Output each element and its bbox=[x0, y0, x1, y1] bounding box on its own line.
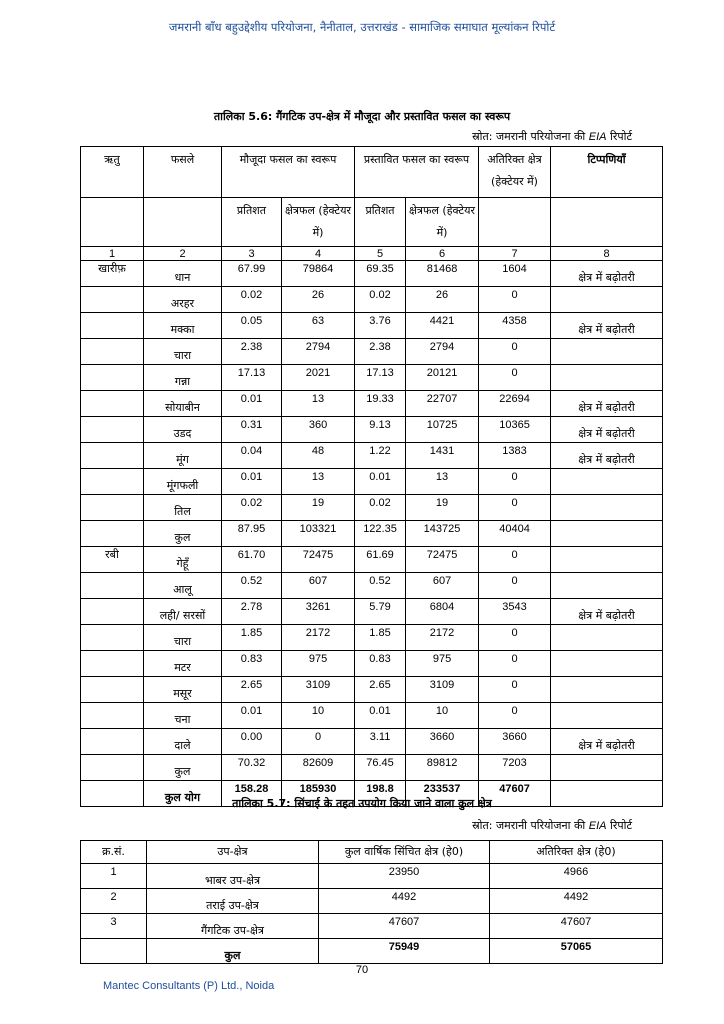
cell-additional-area: 1383 bbox=[479, 443, 551, 469]
cell-additional-area: 7203 bbox=[479, 755, 551, 781]
cell-additional-area: 0 bbox=[479, 365, 551, 391]
cell-crop: अरहर bbox=[144, 287, 222, 313]
cell-season: रबी bbox=[81, 547, 144, 573]
cell-additional-area: 0 bbox=[479, 339, 551, 365]
header-existing-percent: प्रतिशत bbox=[222, 198, 282, 247]
cell-existing-percent: 0.01 bbox=[222, 391, 282, 417]
cell-existing-area: 2794 bbox=[282, 339, 355, 365]
table-row bbox=[81, 391, 663, 417]
cell-total: 75949 bbox=[319, 939, 490, 964]
cell-existing-area: 26 bbox=[282, 287, 355, 313]
cell-existing-percent: 17.13 bbox=[222, 365, 282, 391]
cell-existing-area: 10 bbox=[282, 703, 355, 729]
cell-remark: क्षेत्र में बढ़ोतरी bbox=[551, 261, 663, 287]
cell-proposed-area: 13 bbox=[406, 469, 479, 495]
cell-additional-area: 3543 bbox=[479, 599, 551, 625]
cell-total: 4492 bbox=[319, 889, 490, 914]
cell-season bbox=[81, 599, 144, 625]
cell-additional-area: 0 bbox=[479, 469, 551, 495]
column-number: 3 bbox=[222, 247, 282, 261]
table-row bbox=[81, 495, 663, 521]
cell-remark bbox=[551, 651, 663, 677]
table-row bbox=[81, 703, 663, 729]
cell-crop: गेहूँ bbox=[144, 547, 222, 573]
table-row bbox=[81, 599, 663, 625]
cell-additional-area: 22694 bbox=[479, 391, 551, 417]
cell-remark bbox=[551, 703, 663, 729]
header-existing-area: क्षेत्रफल (हेक्टेयर में) bbox=[282, 198, 355, 247]
cell-existing-area: 79864 bbox=[282, 261, 355, 287]
cell-season bbox=[81, 443, 144, 469]
cell-total-label: कुल bbox=[147, 939, 319, 964]
cell-proposed-area: 19 bbox=[406, 495, 479, 521]
cell-existing-percent: 67.99 bbox=[222, 261, 282, 287]
column-number: 1 bbox=[81, 247, 144, 261]
cell-remark bbox=[551, 625, 663, 651]
cell-season: खारीफ़ bbox=[81, 261, 144, 287]
table-row bbox=[81, 339, 663, 365]
cell-additional-area: 40404 bbox=[479, 521, 551, 547]
page-number: 70 bbox=[355, 964, 369, 976]
cell-remark bbox=[551, 469, 663, 495]
header-total-irrigated: कुल वार्षिक सिंचित क्षेत्र (हे0) bbox=[319, 841, 490, 864]
cell-sno: 1 bbox=[81, 864, 147, 889]
cell-subregion: तराई उप-क्षेत्र bbox=[147, 889, 319, 914]
cell-remark: क्षेत्र में बढ़ोतरी bbox=[551, 391, 663, 417]
cell-season bbox=[81, 703, 144, 729]
cell-existing-percent: 87.95 bbox=[222, 521, 282, 547]
source-suffix: रिपोर्ट bbox=[610, 819, 632, 832]
cell-existing-area: 63 bbox=[282, 313, 355, 339]
header-blank bbox=[551, 198, 663, 247]
cell-proposed-percent: 198.8 bbox=[355, 781, 406, 807]
cell-season bbox=[81, 287, 144, 313]
cell-proposed-percent: 19.33 bbox=[355, 391, 406, 417]
cell-proposed-percent: 61.69 bbox=[355, 547, 406, 573]
table-5-6-title: तालिका 5.6: गैंगटिक उप-क्षेत्र में मौजूदा और प्रस्तावित फसल का स्वरूप bbox=[213, 110, 511, 123]
header-additional-area: अतिरिक्त क्षेत्र (हे0) bbox=[490, 841, 663, 864]
cell-crop: चना bbox=[144, 703, 222, 729]
cell-proposed-percent: 0.01 bbox=[355, 469, 406, 495]
table-5-7-source bbox=[472, 818, 632, 833]
header-proposed-area: क्षेत्रफल (हेक्टेयर में) bbox=[406, 198, 479, 247]
source-eia: EIA bbox=[588, 131, 607, 143]
cell-existing-area: 19 bbox=[282, 495, 355, 521]
table-row bbox=[81, 443, 663, 469]
source-suffix: रिपोर्ट bbox=[610, 130, 632, 143]
cell-additional-area: 0 bbox=[479, 677, 551, 703]
cell-proposed-area: 72475 bbox=[406, 547, 479, 573]
cell-additional: 4966 bbox=[490, 864, 663, 889]
cell-proposed-percent: 17.13 bbox=[355, 365, 406, 391]
cell-season bbox=[81, 651, 144, 677]
header-season: ऋतु bbox=[81, 147, 144, 198]
cell-existing-percent: 0.04 bbox=[222, 443, 282, 469]
source-prefix: स्रोत: जमरानी परियोजना की bbox=[472, 819, 586, 832]
cell-remark bbox=[551, 755, 663, 781]
cell-blank bbox=[81, 939, 147, 964]
cell-additional: 57065 bbox=[490, 939, 663, 964]
cell-proposed-area: 233537 bbox=[406, 781, 479, 807]
header-blank bbox=[479, 198, 551, 247]
cell-existing-area: 82609 bbox=[282, 755, 355, 781]
table-5-6-source bbox=[472, 129, 632, 144]
cell-crop: उडद bbox=[144, 417, 222, 443]
cell-additional-area: 0 bbox=[479, 547, 551, 573]
cell-existing-area: 360 bbox=[282, 417, 355, 443]
cell-season bbox=[81, 573, 144, 599]
cell-proposed-area: 81468 bbox=[406, 261, 479, 287]
cell-existing-area: 2021 bbox=[282, 365, 355, 391]
cell-existing-percent: 0.83 bbox=[222, 651, 282, 677]
cell-proposed-area: 26 bbox=[406, 287, 479, 313]
cell-remark bbox=[551, 547, 663, 573]
header-blank bbox=[144, 198, 222, 247]
table-5-7-title: तालिका 5.7: सिंचाई के तहत उपयोग किया जाने वाला कुल क्षेत्र bbox=[232, 797, 492, 810]
cell-existing-area: 103321 bbox=[282, 521, 355, 547]
cell-existing-percent: 0.00 bbox=[222, 729, 282, 755]
cell-proposed-percent: 1.85 bbox=[355, 625, 406, 651]
column-number: 4 bbox=[282, 247, 355, 261]
cell-remark: क्षेत्र में बढ़ोतरी bbox=[551, 417, 663, 443]
cell-existing-percent: 2.38 bbox=[222, 339, 282, 365]
cell-proposed-area: 6804 bbox=[406, 599, 479, 625]
cell-proposed-area: 607 bbox=[406, 573, 479, 599]
cell-proposed-percent: 0.83 bbox=[355, 651, 406, 677]
cell-existing-area: 13 bbox=[282, 469, 355, 495]
cell-proposed-percent: 0.02 bbox=[355, 287, 406, 313]
cell-proposed-percent: 2.65 bbox=[355, 677, 406, 703]
cell-crop: चारा bbox=[144, 625, 222, 651]
cell-crop: सोयाबीन bbox=[144, 391, 222, 417]
header-proposed: प्रस्तावित फसल का स्वरूप bbox=[355, 147, 479, 198]
cell-proposed-percent: 2.38 bbox=[355, 339, 406, 365]
column-number: 7 bbox=[479, 247, 551, 261]
cell-existing-area: 975 bbox=[282, 651, 355, 677]
cell-existing-area: 607 bbox=[282, 573, 355, 599]
cell-crop: तिल bbox=[144, 495, 222, 521]
crop-pattern-table bbox=[80, 146, 663, 807]
cell-proposed-area: 89812 bbox=[406, 755, 479, 781]
table-row bbox=[81, 755, 663, 781]
cell-additional-area: 0 bbox=[479, 625, 551, 651]
cell-crop: गन्ना bbox=[144, 365, 222, 391]
cell-proposed-percent: 0.01 bbox=[355, 703, 406, 729]
cell-season bbox=[81, 677, 144, 703]
cell-remark bbox=[551, 521, 663, 547]
cell-additional: 4492 bbox=[490, 889, 663, 914]
cell-proposed-percent: 3.11 bbox=[355, 729, 406, 755]
running-header: जमरानी बाँध बहुउद्देशीय परियोजना, नैनीताल, उत्तराखंड - सामाजिक समाघात मूल्यांकन रिपोर्ट bbox=[168, 20, 556, 34]
cell-existing-percent: 0.05 bbox=[222, 313, 282, 339]
footer-company: Mantec Consultants (P) Ltd., Noida bbox=[103, 980, 275, 992]
cell-remark bbox=[551, 365, 663, 391]
cell-existing-percent: 0.31 bbox=[222, 417, 282, 443]
cell-proposed-percent: 3.76 bbox=[355, 313, 406, 339]
cell-proposed-percent: 5.79 bbox=[355, 599, 406, 625]
header-crop: फसले bbox=[144, 147, 222, 198]
header-remarks: टिप्पणियाँ bbox=[551, 147, 663, 198]
cell-remark: क्षेत्र में बढ़ोतरी bbox=[551, 313, 663, 339]
cell-proposed-percent: 76.45 bbox=[355, 755, 406, 781]
cell-existing-area: 2172 bbox=[282, 625, 355, 651]
cell-existing-percent: 2.78 bbox=[222, 599, 282, 625]
cell-proposed-percent: 122.35 bbox=[355, 521, 406, 547]
source-prefix: स्रोत: जमरानी परियोजना की bbox=[472, 130, 586, 143]
cell-crop: मसूर bbox=[144, 677, 222, 703]
cell-remark: क्षेत्र में बढ़ोतरी bbox=[551, 443, 663, 469]
cell-additional-area: 0 bbox=[479, 495, 551, 521]
table-row bbox=[81, 287, 663, 313]
cell-additional-area: 3660 bbox=[479, 729, 551, 755]
cell-existing-area: 0 bbox=[282, 729, 355, 755]
cell-existing-percent: 1.85 bbox=[222, 625, 282, 651]
cell-season bbox=[81, 469, 144, 495]
table-row bbox=[81, 729, 663, 755]
cell-existing-percent: 0.52 bbox=[222, 573, 282, 599]
table-row bbox=[81, 417, 663, 443]
cell-remark: क्षेत्र में बढ़ोतरी bbox=[551, 599, 663, 625]
cell-crop: मूंग bbox=[144, 443, 222, 469]
cell-season bbox=[81, 391, 144, 417]
cell-crop: दाले bbox=[144, 729, 222, 755]
cell-season bbox=[81, 729, 144, 755]
cell-proposed-area: 10725 bbox=[406, 417, 479, 443]
table-row bbox=[81, 313, 663, 339]
header-additional: अतिरिक्त क्षेत्र (हेक्टेयर में) bbox=[479, 147, 551, 198]
table-row bbox=[81, 547, 663, 573]
column-number: 8 bbox=[551, 247, 663, 261]
cell-additional-area: 0 bbox=[479, 703, 551, 729]
cell-proposed-area: 1431 bbox=[406, 443, 479, 469]
cell-remark bbox=[551, 495, 663, 521]
cell-sno: 2 bbox=[81, 889, 147, 914]
cell-proposed-area: 22707 bbox=[406, 391, 479, 417]
cell-existing-area: 185930 bbox=[282, 781, 355, 807]
cell-existing-percent: 0.02 bbox=[222, 495, 282, 521]
cell-season bbox=[81, 495, 144, 521]
cell-proposed-percent: 9.13 bbox=[355, 417, 406, 443]
cell-proposed-area: 2172 bbox=[406, 625, 479, 651]
table-row bbox=[81, 889, 663, 914]
cell-proposed-area: 10 bbox=[406, 703, 479, 729]
table-row bbox=[81, 864, 663, 889]
cell-proposed-area: 3109 bbox=[406, 677, 479, 703]
cell-proposed-percent: 69.35 bbox=[355, 261, 406, 287]
cell-existing-area: 3261 bbox=[282, 599, 355, 625]
table-row bbox=[81, 365, 663, 391]
cell-season bbox=[81, 313, 144, 339]
cell-existing-percent: 61.70 bbox=[222, 547, 282, 573]
cell-existing-area: 72475 bbox=[282, 547, 355, 573]
cell-remark bbox=[551, 287, 663, 313]
cell-crop: लही/ सरसों bbox=[144, 599, 222, 625]
table-row bbox=[81, 469, 663, 495]
irrigation-area-table bbox=[80, 840, 663, 964]
cell-sno: 3 bbox=[81, 914, 147, 939]
table-row bbox=[81, 677, 663, 703]
cell-additional-area: 10365 bbox=[479, 417, 551, 443]
cell-additional-area: 0 bbox=[479, 651, 551, 677]
cell-additional-area: 4358 bbox=[479, 313, 551, 339]
column-number: 2 bbox=[144, 247, 222, 261]
cell-proposed-area: 2794 bbox=[406, 339, 479, 365]
cell-season bbox=[81, 339, 144, 365]
cell-crop: मटर bbox=[144, 651, 222, 677]
table-row bbox=[81, 261, 663, 287]
cell-existing-area: 3109 bbox=[282, 677, 355, 703]
cell-proposed-percent: 0.52 bbox=[355, 573, 406, 599]
table-row bbox=[81, 651, 663, 677]
cell-season bbox=[81, 625, 144, 651]
cell-season bbox=[81, 521, 144, 547]
cell-additional-area: 0 bbox=[479, 573, 551, 599]
table-total-row bbox=[81, 939, 663, 964]
header-existing: मौजूदा फसल का स्वरूप bbox=[222, 147, 355, 198]
cell-existing-percent: 158.28 bbox=[222, 781, 282, 807]
cell-existing-area: 48 bbox=[282, 443, 355, 469]
cell-existing-percent: 2.65 bbox=[222, 677, 282, 703]
source-eia: EIA bbox=[588, 820, 607, 832]
cell-season bbox=[81, 365, 144, 391]
cell-additional-area: 0 bbox=[479, 287, 551, 313]
cell-season bbox=[81, 755, 144, 781]
cell-existing-percent: 70.32 bbox=[222, 755, 282, 781]
cell-total: 23950 bbox=[319, 864, 490, 889]
cell-proposed-area: 4421 bbox=[406, 313, 479, 339]
table-row bbox=[81, 573, 663, 599]
column-number: 5 bbox=[355, 247, 406, 261]
cell-proposed-percent: 0.02 bbox=[355, 495, 406, 521]
cell-subregion: भाबर उप-क्षेत्र bbox=[147, 864, 319, 889]
cell-crop: कुल योग bbox=[144, 781, 222, 807]
cell-remark bbox=[551, 677, 663, 703]
table-row bbox=[81, 521, 663, 547]
cell-proposed-area: 20121 bbox=[406, 365, 479, 391]
cell-remark bbox=[551, 573, 663, 599]
cell-total: 47607 bbox=[319, 914, 490, 939]
cell-crop: चारा bbox=[144, 339, 222, 365]
cell-crop: मक्का bbox=[144, 313, 222, 339]
table-row bbox=[81, 625, 663, 651]
cell-existing-percent: 0.01 bbox=[222, 469, 282, 495]
header-subregion: उप-क्षेत्र bbox=[147, 841, 319, 864]
cell-existing-percent: 0.01 bbox=[222, 703, 282, 729]
cell-additional-area: 1604 bbox=[479, 261, 551, 287]
column-number: 6 bbox=[406, 247, 479, 261]
header-proposed-percent: प्रतिशत bbox=[355, 198, 406, 247]
cell-crop: आलू bbox=[144, 573, 222, 599]
cell-existing-area: 13 bbox=[282, 391, 355, 417]
cell-crop: धान bbox=[144, 261, 222, 287]
cell-crop: कुल bbox=[144, 755, 222, 781]
cell-subregion: गैंगटिक उप-क्षेत्र bbox=[147, 914, 319, 939]
cell-proposed-area: 3660 bbox=[406, 729, 479, 755]
cell-additional-area: 47607 bbox=[479, 781, 551, 807]
header-sno: क्र.सं. bbox=[81, 841, 147, 864]
table-row bbox=[81, 914, 663, 939]
cell-season bbox=[81, 417, 144, 443]
cell-proposed-area: 975 bbox=[406, 651, 479, 677]
cell-proposed-percent: 1.22 bbox=[355, 443, 406, 469]
cell-crop: कुल bbox=[144, 521, 222, 547]
cell-proposed-area: 143725 bbox=[406, 521, 479, 547]
cell-remark bbox=[551, 339, 663, 365]
cell-existing-percent: 0.02 bbox=[222, 287, 282, 313]
header-blank bbox=[81, 198, 144, 247]
cell-crop: मूंगफली bbox=[144, 469, 222, 495]
cell-additional: 47607 bbox=[490, 914, 663, 939]
cell-remark: क्षेत्र में बढ़ोतरी bbox=[551, 729, 663, 755]
